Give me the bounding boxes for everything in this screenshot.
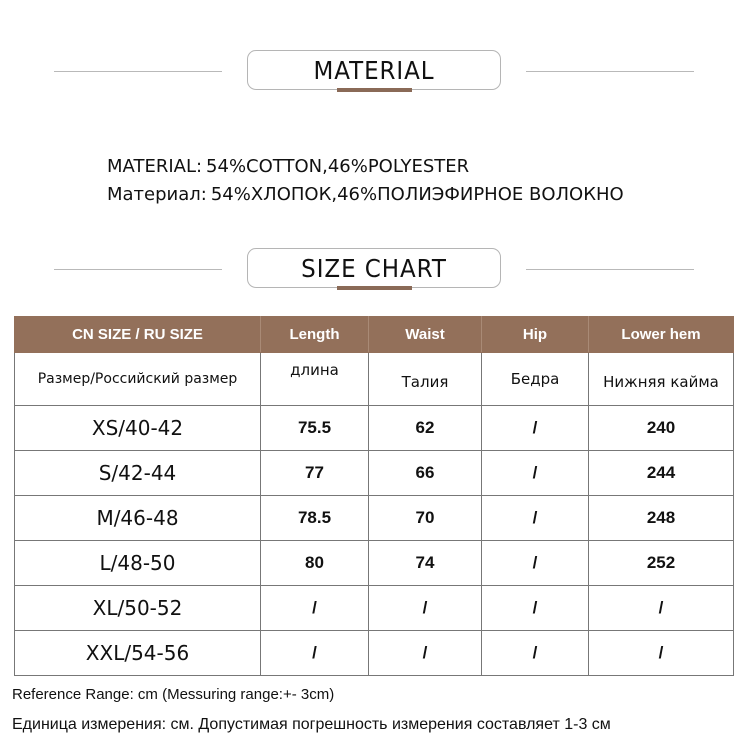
table-row — [15, 631, 734, 676]
header-lower-hem: Lower hem — [589, 317, 734, 353]
cell-lower-hem: 252 — [589, 541, 734, 586]
table-header-row — [15, 317, 734, 353]
title-underline-bar — [337, 88, 412, 92]
title-underline-bar — [337, 286, 412, 290]
cell-size: L/48-50 — [15, 541, 261, 586]
material-title: MATERIAL — [313, 56, 435, 85]
divider-line-left — [54, 269, 222, 270]
cell-hip: / — [482, 586, 589, 631]
cell-lower-hem: 240 — [589, 406, 734, 451]
material-russian — [107, 184, 624, 205]
ru-header-length: длина — [261, 353, 369, 406]
cell-size: S/42-44 — [15, 451, 261, 496]
material-ru-label: Материал: — [107, 184, 207, 205]
cell-hip: / — [482, 631, 589, 676]
divider-line-right — [526, 269, 694, 270]
material-en-label: MATERIAL: — [107, 156, 203, 177]
cell-waist: 62 — [369, 406, 482, 451]
cell-size: XXL/54-56 — [15, 631, 261, 676]
cell-lower-hem: 244 — [589, 451, 734, 496]
ru-header-lower-hem: Нижняя кайма — [589, 353, 734, 406]
cell-waist: 66 — [369, 451, 482, 496]
cell-hip: / — [482, 451, 589, 496]
cell-size: XL/50-52 — [15, 586, 261, 631]
material-title-box — [247, 50, 501, 90]
table-row — [15, 586, 734, 631]
cell-hip: / — [482, 406, 589, 451]
cell-size: XS/40-42 — [15, 406, 261, 451]
ru-header-size-text: Размер/Российский размер — [37, 370, 238, 387]
size-chart-title: SIZE CHART — [301, 254, 447, 283]
cell-lower-hem: / — [589, 631, 734, 676]
cell-waist: / — [369, 586, 482, 631]
cell-length: / — [261, 631, 369, 676]
header-waist: Waist — [369, 317, 482, 353]
cell-hip: / — [482, 496, 589, 541]
material-section-header — [0, 49, 750, 99]
cell-lower-hem: / — [589, 586, 734, 631]
cell-waist: 70 — [369, 496, 482, 541]
table-row — [15, 451, 734, 496]
cell-waist: / — [369, 631, 482, 676]
header-size: CN SIZE / RU SIZE — [15, 317, 261, 353]
table-ru-header-row — [15, 353, 734, 406]
reference-range-note-ru: Единица измерения: см. Допустимая погрешность измерения составляет 1-3 см — [12, 716, 611, 733]
ru-header-hip: Бедра — [482, 353, 589, 406]
reference-range-note: Reference Range: cm (Messuring range:+- 3cm) — [12, 686, 335, 703]
table-row — [15, 496, 734, 541]
cell-waist: 74 — [369, 541, 482, 586]
cell-length: 77 — [261, 451, 369, 496]
size-chart-title-box — [247, 248, 501, 288]
material-english — [107, 156, 469, 177]
size-chart-section-header — [0, 247, 750, 297]
divider-line-right — [526, 71, 694, 72]
cell-length: 80 — [261, 541, 369, 586]
ru-header-size — [15, 353, 261, 406]
cell-length: / — [261, 586, 369, 631]
cell-length: 78.5 — [261, 496, 369, 541]
cell-hip: / — [482, 541, 589, 586]
material-ru-value: 54%ХЛОПОК,46%ПОЛИЭФИРНОЕ ВОЛОКНО — [210, 184, 624, 205]
divider-line-left — [54, 71, 222, 72]
size-chart-table — [14, 316, 734, 676]
cell-lower-hem: 248 — [589, 496, 734, 541]
cell-size: M/46-48 — [15, 496, 261, 541]
table-row — [15, 541, 734, 586]
material-en-value: 54%COTTON,46%POLYESTER — [206, 156, 470, 177]
header-length: Length — [261, 317, 369, 353]
cell-length: 75.5 — [261, 406, 369, 451]
header-hip: Hip — [482, 317, 589, 353]
table-row — [15, 406, 734, 451]
ru-header-waist: Талия — [369, 353, 482, 406]
